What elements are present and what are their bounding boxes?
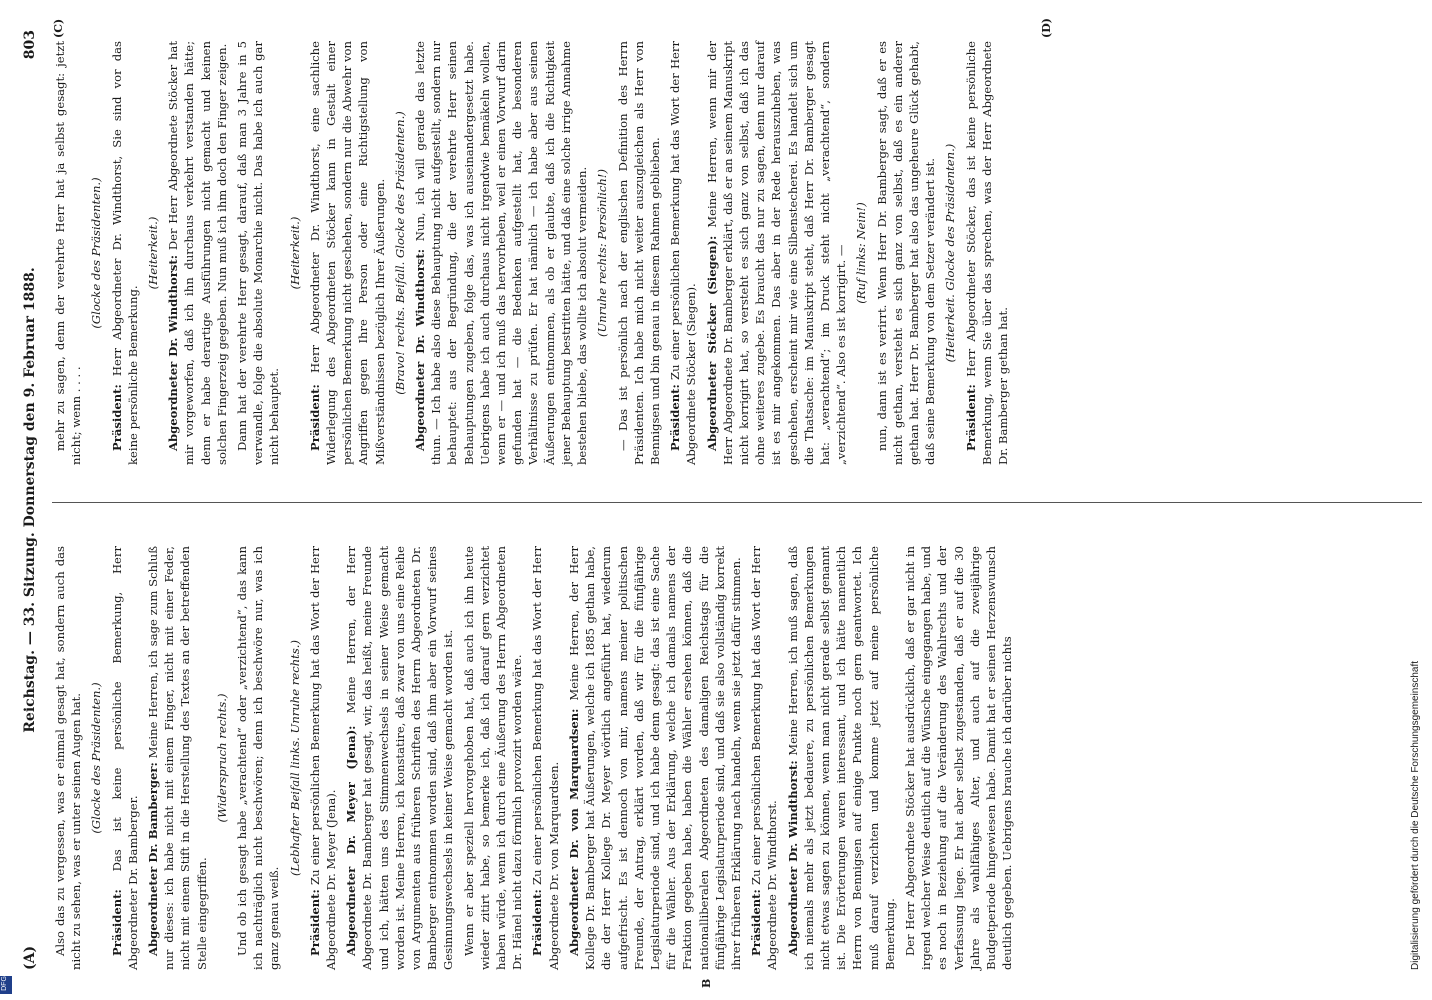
interjection: (Unruhe rechts: Persönlich!) (595, 169, 610, 337)
speaker-name: Abgeordneter Dr. Windthorst: (785, 760, 800, 956)
speaker-name: Präsident: (307, 889, 322, 956)
page-header (18, 30, 46, 970)
speech-text: Zu einer persönlichen Bemerkung hat das Wort der Herr Abgeordnete Stöcker (Siegen). (668, 40, 699, 465)
speech-paragraph (529, 546, 561, 970)
speech-text: Zu einer persönlichen Bemerkung hat das Wort der Herr Abgeordnete Dr. Windthorst. (749, 545, 780, 970)
margin-marker-d: (D) (1040, 18, 1053, 38)
speech-paragraph (145, 546, 210, 970)
speaker-name: Abgeordneter Dr. von Marquardsen: (566, 708, 581, 956)
speech-text: Meine Herren, ich muß sagen, daß ich niemals mehr als jetzt bedauere, zu persönlichen Bemerkungen nicht etwas sagen zu können, wenn man nicht gerade selbst genannt ist. Die Erörterungen waren interessant, und ich hätte namentlich Herrn von Bennigsen auf einige Punkte noch gern geantwortet. Ich muß darauf verzichten und komme jetzt auf meine persönliche Bemerkung. (785, 545, 897, 970)
speech-paragraph (785, 546, 898, 970)
footer-credit: Digitalisierung gefördert durch die Deutsche Forschungsgemeinschaft (1410, 660, 1421, 970)
speech-paragraph (109, 41, 141, 465)
text-paragraph: Also das zu vergessen, was er einmal gesagt hat, sondern auch das nicht zu sehen, was er unter seinen Augen hat. (53, 546, 84, 970)
interjection: (Ruf links: Nein!) (854, 202, 869, 304)
interjection: (Bravo! rechts. Beifall. Glocke des Präsidenten.) (392, 111, 407, 395)
speaker-name: Präsident: (109, 889, 124, 956)
interjection: (Heiterkeit.) (146, 216, 161, 290)
interjection: (Lebhafter Beifall links. Unruhe rechts.) (287, 640, 302, 876)
speaker-name: Abgeordneter Dr. Windthorst: (413, 248, 428, 451)
speech-paragraph (343, 546, 456, 970)
speech-text: Zu einer persönlichen Bemerkung hat das Wort der Herr Abgeordnete Dr. Meyer (Jena). (307, 545, 339, 970)
speaker-name: Abgeordneter Dr. Windthorst: (166, 254, 181, 451)
speaker-name: Präsident: (109, 384, 124, 451)
speech-paragraph (704, 41, 850, 465)
text-paragraph: Dann hat der verehrte Herr gesagt, darauf, daß man 3 Jahre in 5 verwandle, folge die absolute Monarchie nicht. Das habe ich auch gar nicht behauptet. (235, 41, 282, 465)
speech-text: Der Herr Abgeordnete Stöcker hat mir vorgeworfen, daß ich ihn durchaus verkehrt verstanden hätte; denn er habe derartige Ausführungen nicht gemacht und keinen solchen Fingerzeig gegeben. Nun muß ich ihm doch den Finger zeigen. (166, 40, 229, 465)
speaker-name: Präsident: (530, 889, 545, 956)
text-paragraph: Wenn er aber speziell hervorgehoben hat, daß auch ich ihn heute wieder zitirt habe, so bemerke ich, daß ich darauf gern verzichtet haben würde, wenn ich durch eine Äußerung des Herrn Abgeordneten Dr. Hänel nicht dazu förmlich provozirt worden wäre. (461, 546, 525, 970)
speech-text: Nun, ich will gerade das letzte thun. — Ich habe also diese Behauptung nicht aufgestellt, sondern nur behauptet: aus der Begründung, die der verehrte Herr seinen Behauptungen zugeben, folge das, was ich auseinandergesetzt habe. Uebrigens habe ich auch durchaus nicht irgendwie bemäkeln wollen, wenn er — und ich muß das hervorheben, weil er einen Vorwurf darin gefunden hat — die Bedenken aufgestellt hat, die besonderen Verhältnisse zu prüfen. Er hat nämlich — ich habe aber aus seinen Äußerungen entnommen, als ob er glaubte, daß ich die Richtigkeit jener Behauptung bestritten hätte, und daß eine solche irrige Annahme bestehen bliebe, das wollte ich absolut vermeiden. (413, 40, 590, 465)
interjection: (Heiterkeit. Glocke des Präsidenten.) (943, 143, 958, 363)
page-number: 803 (22, 30, 38, 60)
speaker-name: Präsident: (749, 889, 764, 956)
speech-text: Meine Herren, der Herr Kollege Dr. Bamberger hat Äußerungen, welche ich 1885 gethan habe, die der Herr Kollege Dr. Meyer wörtlich angeführt hat, wiederum aufgefrischt. Es ist dennoch von mir, namens meiner politischen Freunde, der Antrag, erklärt worden, daß wir für die fünfjährige Legislaturperiode sind, und ich habe denn gesagt: das ist eine Sache für die Wähler. Aus der Erklärung, welche ich damals namens der Fraktion gegeben habe, haben die Wähler ersehen können, daß die nationalliberalen Abgeordneten des damaligen Reichstags für die fünfjährige Legislaturperiode sind, und daß sie also vollständig korrekt ihrer früheren Erklärung nach handeln, wenn sie jetzt dafür stimmen. (566, 546, 743, 970)
speech-paragraph (748, 546, 780, 970)
text-paragraph: — Das ist persönlich nach der englischen Definition des Herrn Präsidenten. Ich habe mich nicht weiter auszugleichen als Herr von Bennigsen und bin genau in diesem Rahmen geblieben. (615, 41, 662, 465)
speech-paragraph (667, 41, 699, 465)
column-divider (52, 502, 1422, 503)
speech-paragraph (307, 546, 339, 970)
speech-text: Herr Abgeordneter Dr. Windthorst, Sie sind vor das keine persönliche Bemerkung. (109, 41, 140, 465)
speech-text: Meine Herren, wenn mir der Herr Abgeordnete Dr. Bamberger erklärt, daß er an seinem Manuskript nicht korrigirt hat, so versteht es sich ganz von selbst, daß ich das ohne weiteres zugebe. Es braucht das nur zu sagen, denn nur darauf ist es mir angekommen. Das aber in der Rede herauszuheben, was geschehen, erscheint mir wie eine Silbenstecherei. Es handelt sich um die Thatsache: im Manuskript steht, daß Herr Dr. Bamberger gesagt hat: „verachtend“; im Druck steht nicht „verachtend“, sondern „verzichtend“. Also es ist korrigirt. — (704, 40, 849, 465)
interjection: (Glocke des Präsidenten.) (89, 177, 104, 329)
speaker-name: Abgeordneter Dr. Meyer (Jena): (344, 725, 359, 956)
speech-text: Meine Herren, der Herr Abgeordnete Dr. Bamberger hat gesagt, wir, das heißt, meine Freunde und ich, hätten uns des Stimmenwechsels in seiner Weise gemacht worden ist. Meine Herren, ich konstatire, daß zwar von uns eine Reihe von Argumenten aus früheren Schriften des Herrn Abgeordneten Dr. Bamberger entnommen worden sind, daß ihm aber ein Vorwurf seines Gesinnungswechsels in keiner Weise gemacht worden ist. (344, 545, 456, 970)
speech-text: Das ist keine persönliche Bemerkung, Herr Abgeordneter Dr. Bamberger. (109, 545, 140, 970)
header-title: Reichstag. — 33. Sitzung. Donnerstag den 9. Februar 1888. (22, 267, 38, 733)
text-paragraph: Der Herr Abgeordnete Stöcker hat ausdrücklich, daß er gar nicht in irgend welcher Weise deutlich auf die Wünsche eingegangen habe, und es noch in Beziehung auf die Veränderung des Wahlrechts und der Verfassung liege. Er hat aber selbst zugestanden, daß er auf die 30 Jahre als wahlfähiges Alter, und auch auf die zweijährige Budgetperiode hingewiesen habe. Damit hat er seinen Herzenswunsch deutlich gegeben. Uebrigens brauche ich darüber nichts (902, 546, 1015, 970)
margin-marker-b: B (700, 978, 713, 988)
speech-paragraph (109, 546, 141, 970)
margin-marker-c: (C) (52, 18, 65, 38)
speaker-name: Präsident: (307, 384, 322, 451)
speech-text: Herr Abgeordneter Dr. Windthorst, eine sachliche Widerlegung des Abgeordneten Stöcker kann in Gestalt einer persönlichen Bemerkung nicht geschehen, sondern nur die Abwehr von Angriffen gegen Ihre Person oder eine Richtigstellung von Mißverständnissen bezüglich Ihrer Äußerungen. (307, 40, 387, 465)
right-column (52, 41, 1015, 465)
speaker-name: Präsident: (963, 384, 978, 451)
speech-paragraph (412, 41, 590, 465)
speech-paragraph (963, 41, 1012, 465)
text-paragraph: Und ob ich gesagt habe „verachtend“ oder „verzichtend“, das kann ich nachträglich nicht beschwören; denn ich beschwöre nur, was ich ganz genau weiß. (235, 546, 282, 970)
dfg-logo: DFG (0, 976, 12, 994)
speech-paragraph (165, 41, 230, 465)
speech-paragraph (307, 41, 388, 465)
left-column (52, 546, 1019, 970)
speech-text: Zu einer persönlichen Bemerkung hat das Wort der Herr Abgeordnete Dr. von Marquardsen. (530, 545, 561, 970)
text-paragraph: mehr zu sagen, denn der verehrte Herr hat ja selbst gesagt: jetzt nicht; wenn . . . . (53, 41, 84, 465)
header-left: (A) (22, 945, 38, 970)
speech-text: Meine Herren, ich sage zum Schluß nur dieses: ich habe nicht mit einem Finger, nicht mit einer Feder, nicht mit einem Stift in die Herstellung des Textes an der betreffenden Stelle eingegriffen. (146, 545, 209, 970)
speech-paragraph (566, 546, 744, 970)
speech-text: Herr Abgeordneter Stöcker, das ist keine persönliche Bemerkung, wenn Sie über das sprechen, was der Herr Abgeordnete Dr. Bamberger gethan hat. (963, 41, 1010, 465)
speaker-name: Abgeordneter Dr. Bamberger: (146, 762, 161, 956)
interjection: (Widerspruch rechts.) (214, 693, 229, 823)
interjection: (Glocke des Präsidenten.) (89, 682, 104, 834)
interjection: (Heiterkeit.) (287, 216, 302, 290)
speaker-name: Abgeordneter Stöcker (Siegen): (704, 235, 719, 451)
speaker-name: Präsident: (668, 384, 683, 451)
text-paragraph: nun, dann ist es verirrt. Wenn Herr Dr. Bamberger sagt, daß er es nicht gethan, versteht es sich ganz von selbst, daß es ein anderer gethan hat. Herr Dr. Bamberger hat also das ungeheure Glück gehabt, daß seine Bemerkung von dem Setzer verändert ist. (874, 41, 938, 465)
